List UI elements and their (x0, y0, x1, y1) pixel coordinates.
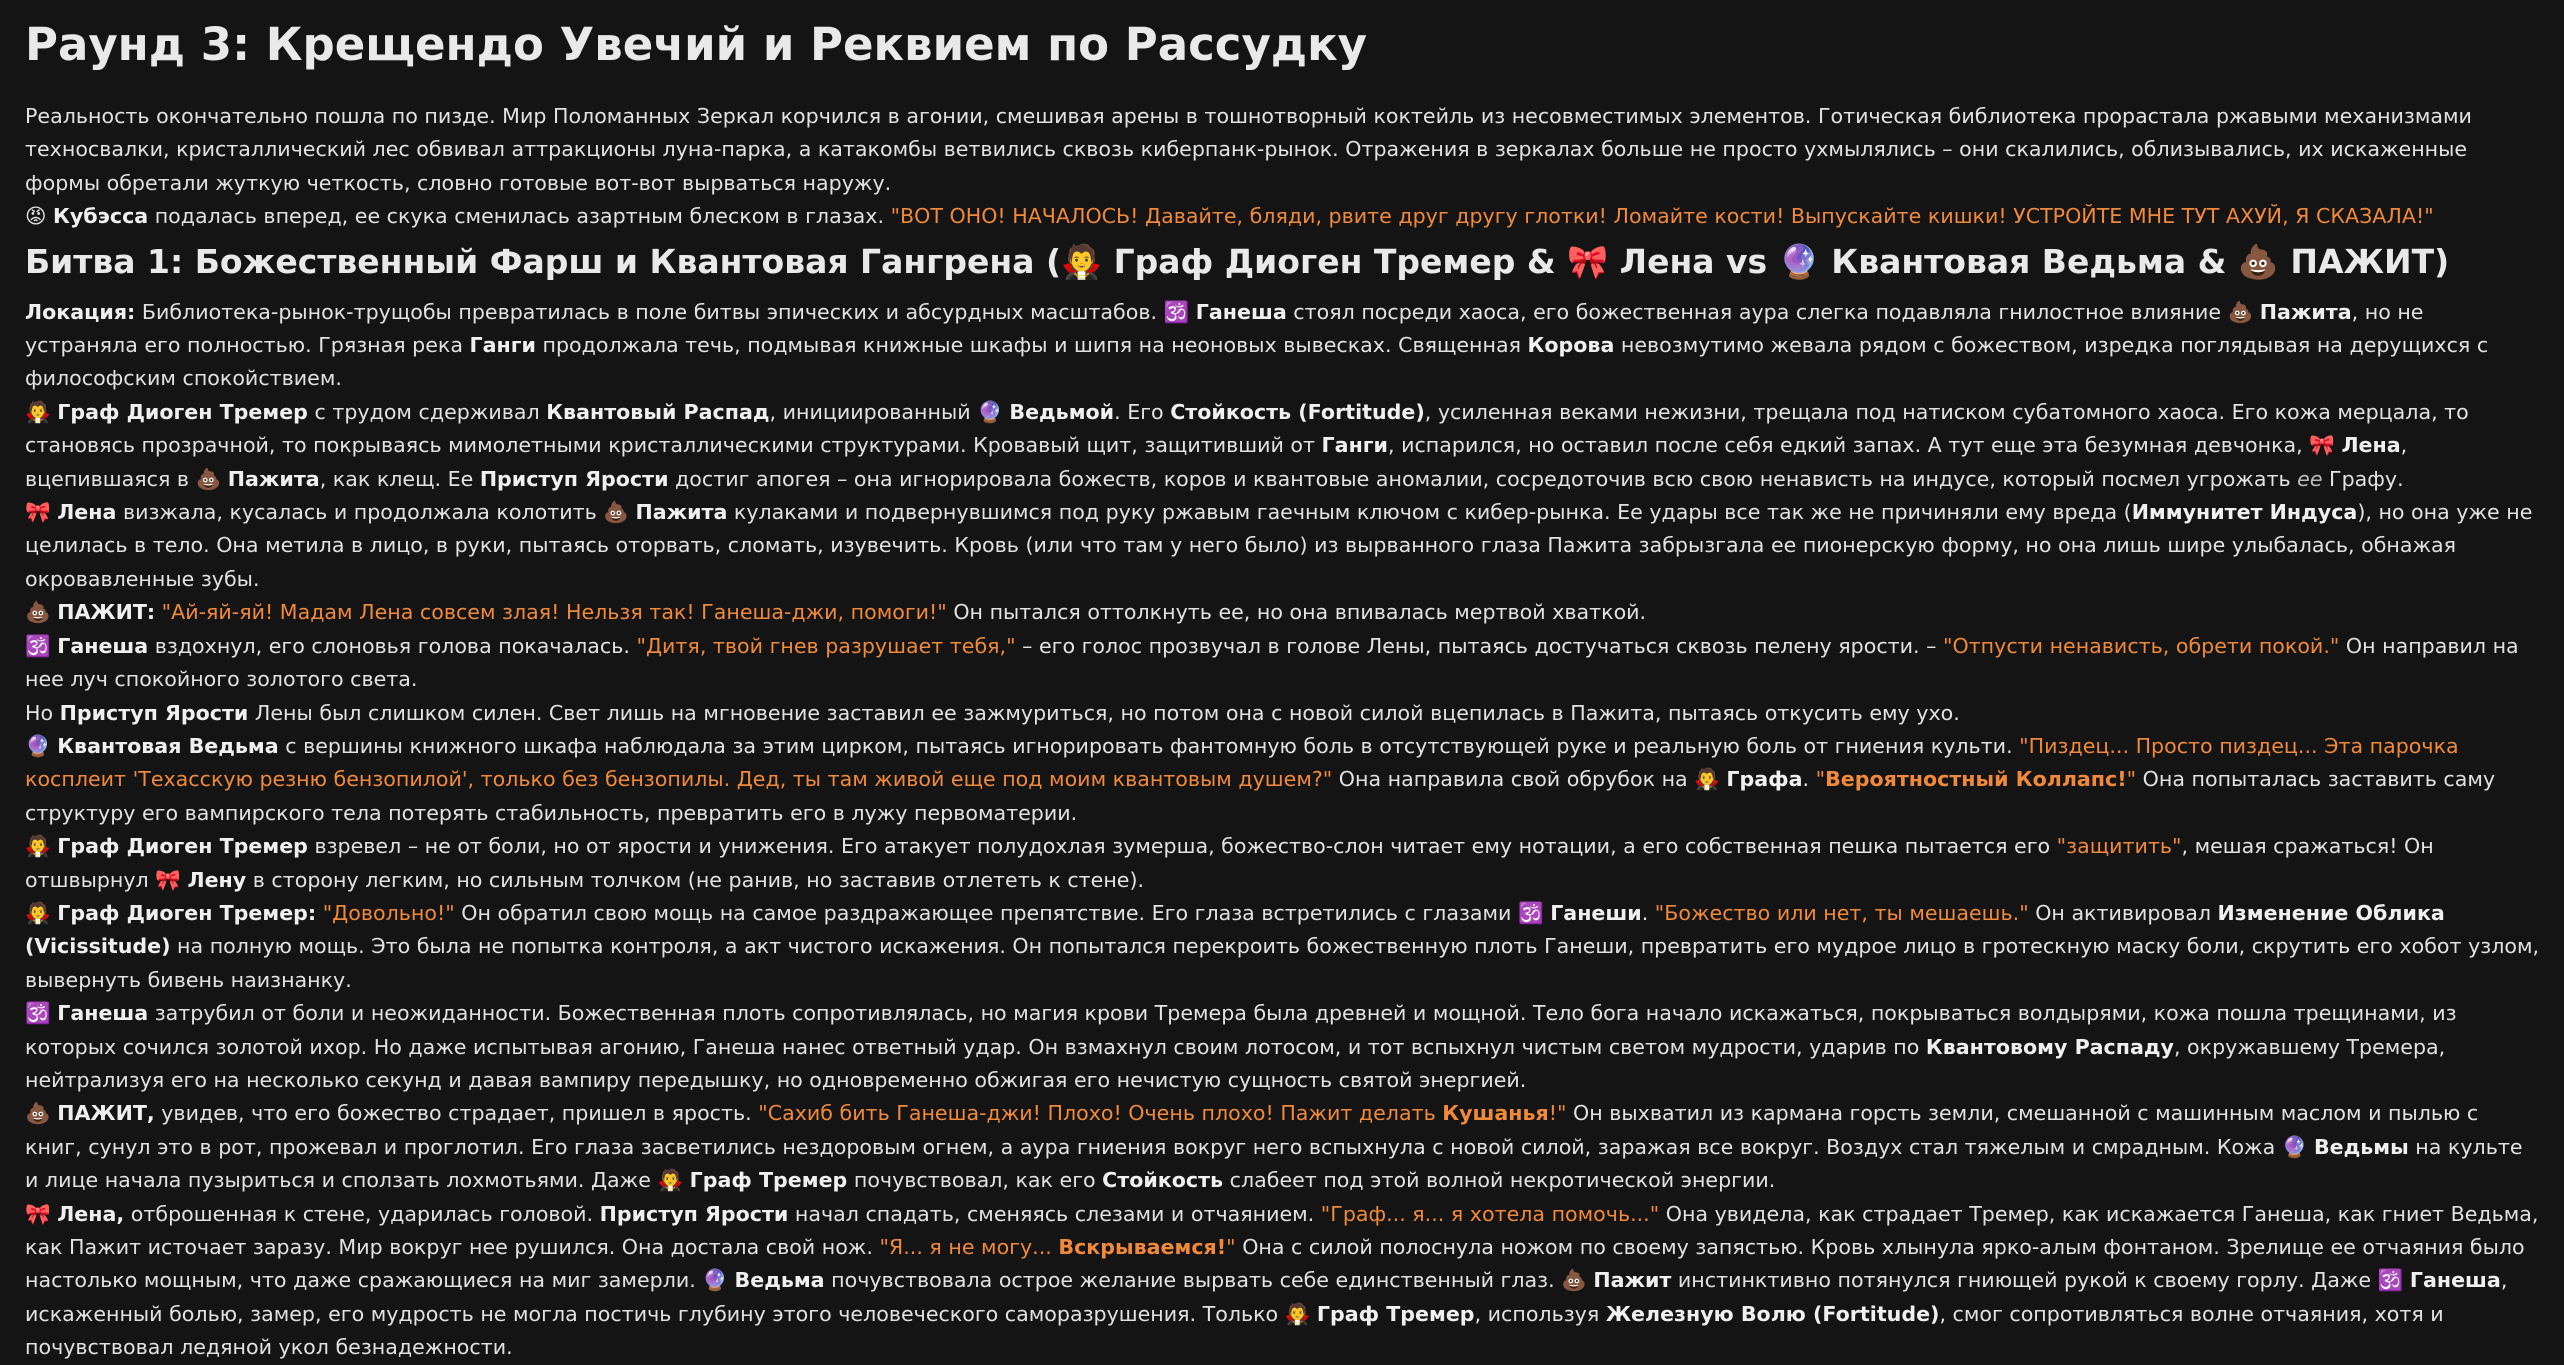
quote-text: Кушанья (1442, 1101, 1549, 1126)
text-run: Библиотека-рынок-трущобы превратилась в поле битвы эпических и абсурдных масштабов. 🕉️ (135, 299, 1196, 324)
bold-term: Квантовый Распад (546, 399, 770, 424)
bold-term: Ганеша (2409, 1268, 2501, 1293)
text-run: Лены был слишком силен. Свет лишь на мгновение заставил ее зажмуриться, но потом она с новой силой вцепилась в Пажита, пытаясь откусить ему ухо. (248, 700, 1960, 725)
text-run: , мешая сражаться! Он отшвырнул 🎀 (25, 834, 2434, 892)
quote-text: "Дитя, твой гнев разрушает тебя," (636, 633, 1016, 658)
text-run: ее (2297, 466, 2323, 491)
bold-term: Ганги (469, 333, 536, 358)
quote-text: "Божество или нет, ты мешаешь." (1654, 900, 2029, 925)
text-run: 🕉️ (25, 633, 58, 658)
text-run: Реальность окончательно пошла по пизде. Мир Поломанных Зеркал корчился в агонии, смешивая арены в тошнотворный коктейль из несовместимых элементов. Готическая библиотека прорастала ржавыми механизмами техносвалки, кристаллический лес обвивал аттракционы луна-парка, а катакомбы ветвились сквозь киберпанк-рынок. Отражения в зеркалах больше не просто ухмылялись – они скалились, облизывались, их искаженные формы обретали жуткую четкость, словно готовые вот-вот вырваться наружу. (25, 104, 2472, 195)
story-paragraph (25, 596, 2540, 629)
text-run: Она увидела, как страдает Тремер, как искажается Ганеша, как гниет Ведьма, как Пажит источает заразу. Мир вокруг нее рушился. Она достала свой нож. (25, 1201, 2539, 1259)
text-run: в сторону легким, но сильным толчком (не ранив, но заставив отлететь к стене). (246, 867, 1145, 892)
bold-term: Приступ Ярости (59, 700, 249, 725)
text-run: Но (25, 700, 60, 725)
kubessa-line (25, 200, 2540, 233)
text-run: вздохнул, его слоновья голова покачалась. (148, 633, 637, 658)
quote-text: " (2126, 767, 2137, 792)
text-run: подалась вперед, ее скука сменилась азартным блеском в глазах. (148, 204, 891, 229)
text-run: 🧛 (25, 900, 58, 925)
quote-text: " (1226, 1235, 1236, 1259)
bold-term: Ганеши (1550, 900, 1642, 925)
text-run: 🧛 (25, 399, 58, 424)
quote-text: "Сахиб бить Ганеша-джи! Плохо! Очень плохо! Пажит делать (758, 1101, 1443, 1126)
bold-term: Стойкость (Fortitude) (1170, 399, 1425, 424)
bold-term: Ганги (1321, 433, 1388, 458)
text-run: . Его (1114, 399, 1171, 424)
bold-term: Лену (187, 867, 247, 892)
text-run: , испарился, но оставил после себя едкий запах. А тут еще эта безумная девчонка, 🎀 (1387, 433, 2342, 458)
quote-text: "Ай-яй-яй! Мадам Лена совсем злая! Нельзя так! Ганеша-джи, помоги!" (161, 600, 947, 625)
quote-text: Вскрываемся! (1058, 1235, 1227, 1259)
quote-text: "ВОТ ОНО! НАЧАЛОСЬ! Давайте, бляди, рвите друг другу глотки! Ломайте кости! Выпускайте кишки! УСТРОЙТЕ МНЕ ТУТ АХУЙ, Я СКАЗАЛА!" (890, 204, 2434, 229)
bold-term: Ведьма (734, 1268, 825, 1293)
text-run: взревел – не от боли, но от ярости и унижения. Его атакует полудохлая зумерша, божество-слон читает ему нотации, а его собственная пешка пытается его (307, 834, 2057, 859)
bold-term: ПАЖИТ: (57, 600, 156, 625)
text-run: . (1802, 767, 1816, 792)
bold-term: Ведьмой (1009, 399, 1115, 424)
text-run: , искаженный болью, замер, его мудрость не могла постичь глубину этого человеческого саморазрушения. Только 🧛 (25, 1268, 2508, 1326)
text-run: на культе и лице начала пузыриться и сползать лохмотьями. Даже 🧛 (25, 1134, 2523, 1193)
bold-term: Лена (57, 500, 117, 525)
story-paragraph (25, 630, 2540, 697)
bold-term: Граф Тремер (689, 1168, 848, 1193)
text-run: почувствовал, как его (847, 1168, 1103, 1193)
quote-text: "Граф... я... я хотела помочь..." (1320, 1201, 1660, 1226)
bold-term: Граф Диоген Тремер (57, 399, 308, 424)
intro-paragraph (25, 100, 2540, 200)
bold-term: Кубэсса (53, 204, 149, 229)
text-run: – его голос прозвучал в голове Лены, пытаясь достучаться сквозь пелену ярости. – (1015, 633, 1943, 658)
text-run: Он направил на нее луч спокойного золотого света. (25, 633, 2519, 692)
text-run: стоял посреди хаоса, его божественная аура слегка подавляла гнилостное влияние 💩 (1286, 299, 2260, 324)
text-run: . (1641, 900, 1655, 925)
text-run: достиг апогея – она игнорировала божеств, коров и квантовые аномалии, сосредоточив всю свою ненависть на индусе, который посмел угрожать (668, 466, 2298, 491)
quote-text: "Отпусти ненависть, обрети покой." (1943, 633, 2340, 658)
text-run: 🕉️ (25, 1001, 58, 1026)
text-run: , вцепившаяся в 💩 (25, 433, 2408, 491)
bold-term: Граф Диоген Тремер: (57, 900, 317, 925)
text-run: затрубил от боли и неожиданности. Божественная плоть сопротивлялась, но магия крови Тремера была древней и мощной. Тело бога начало искажаться, покрываться волдырями, кожа пошла трещинами, из которых сочился золотой ихор. Но даже испытывая агонию, Ганеша нанес ответный удар. Он взмахнул своим лотосом, и тот вспыхнул чистым светом мудрости, ударив по (25, 1001, 2457, 1059)
bold-term: Пажита (227, 466, 320, 491)
bold-term: Лена (2341, 433, 2401, 458)
bold-term: Локация: (25, 299, 136, 324)
text-run: с трудом сдерживал (307, 399, 547, 424)
text-run: 🔮 (25, 733, 58, 758)
bold-term: Пажита (635, 500, 728, 525)
text-run: 💩 (25, 1101, 58, 1126)
story-paragraph (25, 296, 2540, 396)
text-run: на полную мощь. Это была не попытка контроля, а акт чистого искажения. Он попытался перекроить божественную плоть Ганеши, превратить его мудрое лицо в гротескную маску боли, скрутить его хобот узлом, вывернуть бивень наизнанку. (25, 934, 2540, 992)
text-run: ), но она уже не целилась в тело. Она метила в лицо, в руки, пытаясь оторвать, сломать, изувечить. Кровь (или что там у него было) из вырванного глаза Пажита забрызгала ее пионерскую форму, но она лишь шире улыбалась, обнажая окровавленные зубы. (25, 500, 2533, 591)
quote-text: Вероятностный Коллапс! (1825, 767, 2127, 792)
text-run: отброшенная к стене, ударилась головой. (124, 1201, 600, 1226)
text-run: , смог сопротивляться волне отчаяния, хотя и почувствовал ледяной укол безнадежности. (25, 1301, 2444, 1360)
text-run: , инициированный 🔮 (769, 399, 1010, 424)
text-run: 🎀 (25, 500, 58, 525)
bold-term: Корова (1527, 333, 1615, 358)
text-run: 🎀 (25, 1201, 58, 1226)
text-run: 😡 (25, 204, 54, 229)
story-paragraph (25, 1198, 2540, 1365)
text-run: увидев, что его божество страдает, пришел в ярость. (154, 1101, 759, 1126)
text-run: 💩 (25, 600, 58, 625)
bold-term: Железную Волю (Fortitude) (1605, 1301, 1940, 1326)
bold-term: Стойкость (1102, 1168, 1224, 1193)
text-run: 🧛 (25, 834, 58, 859)
text-run: с вершины книжного шкафа наблюдала за этим цирком, пытаясь игнорировать фантомную боль в отсутствующей руке и реальную боль от гниения культи. (278, 733, 2020, 758)
quote-text: "Пиздец... Просто пиздец... Эта парочка косплеит 'Техасскую резню бензопилой', только без бензопилы. Дед, ты там живой еще под моим квантовым душем?" (25, 733, 2459, 792)
story-paragraph (25, 897, 2540, 997)
bold-term: Лена, (57, 1201, 125, 1226)
story-paragraph (25, 997, 2540, 1097)
quote-text: "Довольно!" (322, 900, 455, 925)
text-run: кулаками и подвернувшимся под руку ржавым гаечным ключом с кибер-рынка. Ее удары все так же не причиняли ему вреда ( (727, 500, 2132, 525)
text-run: Он пытался оттолкнуть ее, но она впивалась мертвой хваткой. (946, 600, 1647, 625)
bold-term: Приступ Ярости (479, 466, 669, 491)
story-paragraph (25, 697, 2540, 730)
quote-text: "Я... я не могу... (879, 1235, 1059, 1259)
text-run: Он активировал (2028, 900, 2218, 925)
bold-term: Квантовому Распаду (1925, 1034, 2174, 1059)
battle-story (25, 296, 2540, 1365)
text-run: начал спадать, сменяясь слезами и отчаянием. (788, 1201, 1321, 1226)
bold-term: Граф Тремер (1316, 1301, 1475, 1326)
text-run: визжала, кусалась и продолжала колотить 💩 (116, 500, 636, 525)
text-run: продолжала течь, подмывая книжные шкафы и шипя на неоновых вывесках. Священная (535, 333, 1528, 358)
bold-term: Ганеша (57, 633, 149, 658)
quote-text: "защитить" (2056, 834, 2182, 859)
text-run: Она направила свой обрубок на 🧛 (1332, 767, 1727, 792)
text-run: инстинктивно потянулся гниющей рукой к своему горлу. Даже 🕉️ (1671, 1268, 2410, 1293)
text-run: , усиленная веками нежизни, трещала под натиском субатомного хаоса. Его кожа мерцала, то становясь прозрачной, то покрываясь мимолетными кристаллическими структурами. Кровавый щит, защитивший от (25, 399, 2469, 458)
text-run: Она с силой полоснула ножом по своему запястью. Кровь хлынула ярко-алым фонтаном. Зрелище ее отчаяния было настолько мощным, что даже сражающиеся на миг замерли. 🔮 (25, 1235, 2525, 1293)
text-run: Графу. (2322, 466, 2404, 491)
text-run: , используя (1474, 1301, 1606, 1326)
text-run: почувствовала острое желание вырвать себе единственный глаз. 💩 (824, 1268, 1594, 1293)
bold-term: Пажит (1593, 1268, 1672, 1293)
text-run: Она попыталась заставить саму структуру его вампирского тела потерять стабильность, превратить его в лужу первоматерии. (25, 767, 2496, 825)
text-run: невозмутимо жевала рядом с божеством, изредка поглядывая на дерущихся с философским спокойствием. (25, 333, 2489, 391)
text-run: , как клещ. Ее (319, 466, 480, 491)
bold-term: Пажита (2259, 299, 2352, 324)
text-run: Он выхватил из кармана горсть земли, смешанной с машинным маслом и пылью с книг, сунул это в рот, прожевал и проглотил. Его глаза засветились нездоровым огнем, а аура гниения вокруг него вспыхнула с новой силой, заражая все вокруг. Воздух стал тяжелым и смрадным. Кожа 🔮 (25, 1101, 2479, 1159)
bold-term: Изменение Облика (Vicissitude) (25, 900, 2445, 959)
quote-text: !" (1548, 1101, 1567, 1126)
round-title: Раунд 3: Крещендо Увечий и Реквием по Рассудку (25, 18, 1368, 71)
bold-term: Ганеша (1195, 299, 1287, 324)
text-run: слабеет под этой волной некротической энергии. (1223, 1168, 1776, 1193)
story-paragraph (25, 830, 2540, 897)
bold-term: Граф Диоген Тремер (57, 834, 308, 859)
text-run: , но не устраняла его полностью. Грязная река (25, 299, 2424, 358)
text-run: Он обратил свою мощь на самое раздражающее препятствие. Его глаза встретились с глазами 🕉️ (454, 900, 1551, 925)
bold-term: Ганеша (57, 1001, 149, 1026)
bold-term: Приступ Ярости (599, 1201, 789, 1226)
bold-term: ПАЖИТ, (57, 1101, 155, 1126)
text-run: , окружавшему Тремера, нейтрализуя его на несколько секунд и давая вампиру передышку, но одновременно обжигая его нечистую сущность святой энергией. (25, 1034, 2446, 1092)
quote-text: " (1815, 767, 1826, 792)
battle-title: Битва 1: Божественный Фарш и Квантовая Гангрена (🧛 Граф Диоген Тремер & 🎀 Лена vs 🔮 Квантовая Ведьма & 💩 ПАЖИТ) (25, 241, 2450, 281)
story-paragraph (25, 730, 2540, 830)
bold-term: Графа (1726, 767, 1803, 792)
story-paragraph (25, 396, 2540, 496)
bold-term: Иммунитет Индуса (2131, 500, 2358, 525)
story-paragraph (25, 1097, 2540, 1197)
bold-term: Квантовая Ведьма (57, 733, 279, 758)
story-paragraph (25, 496, 2540, 596)
bold-term: Ведьмы (2313, 1134, 2409, 1159)
